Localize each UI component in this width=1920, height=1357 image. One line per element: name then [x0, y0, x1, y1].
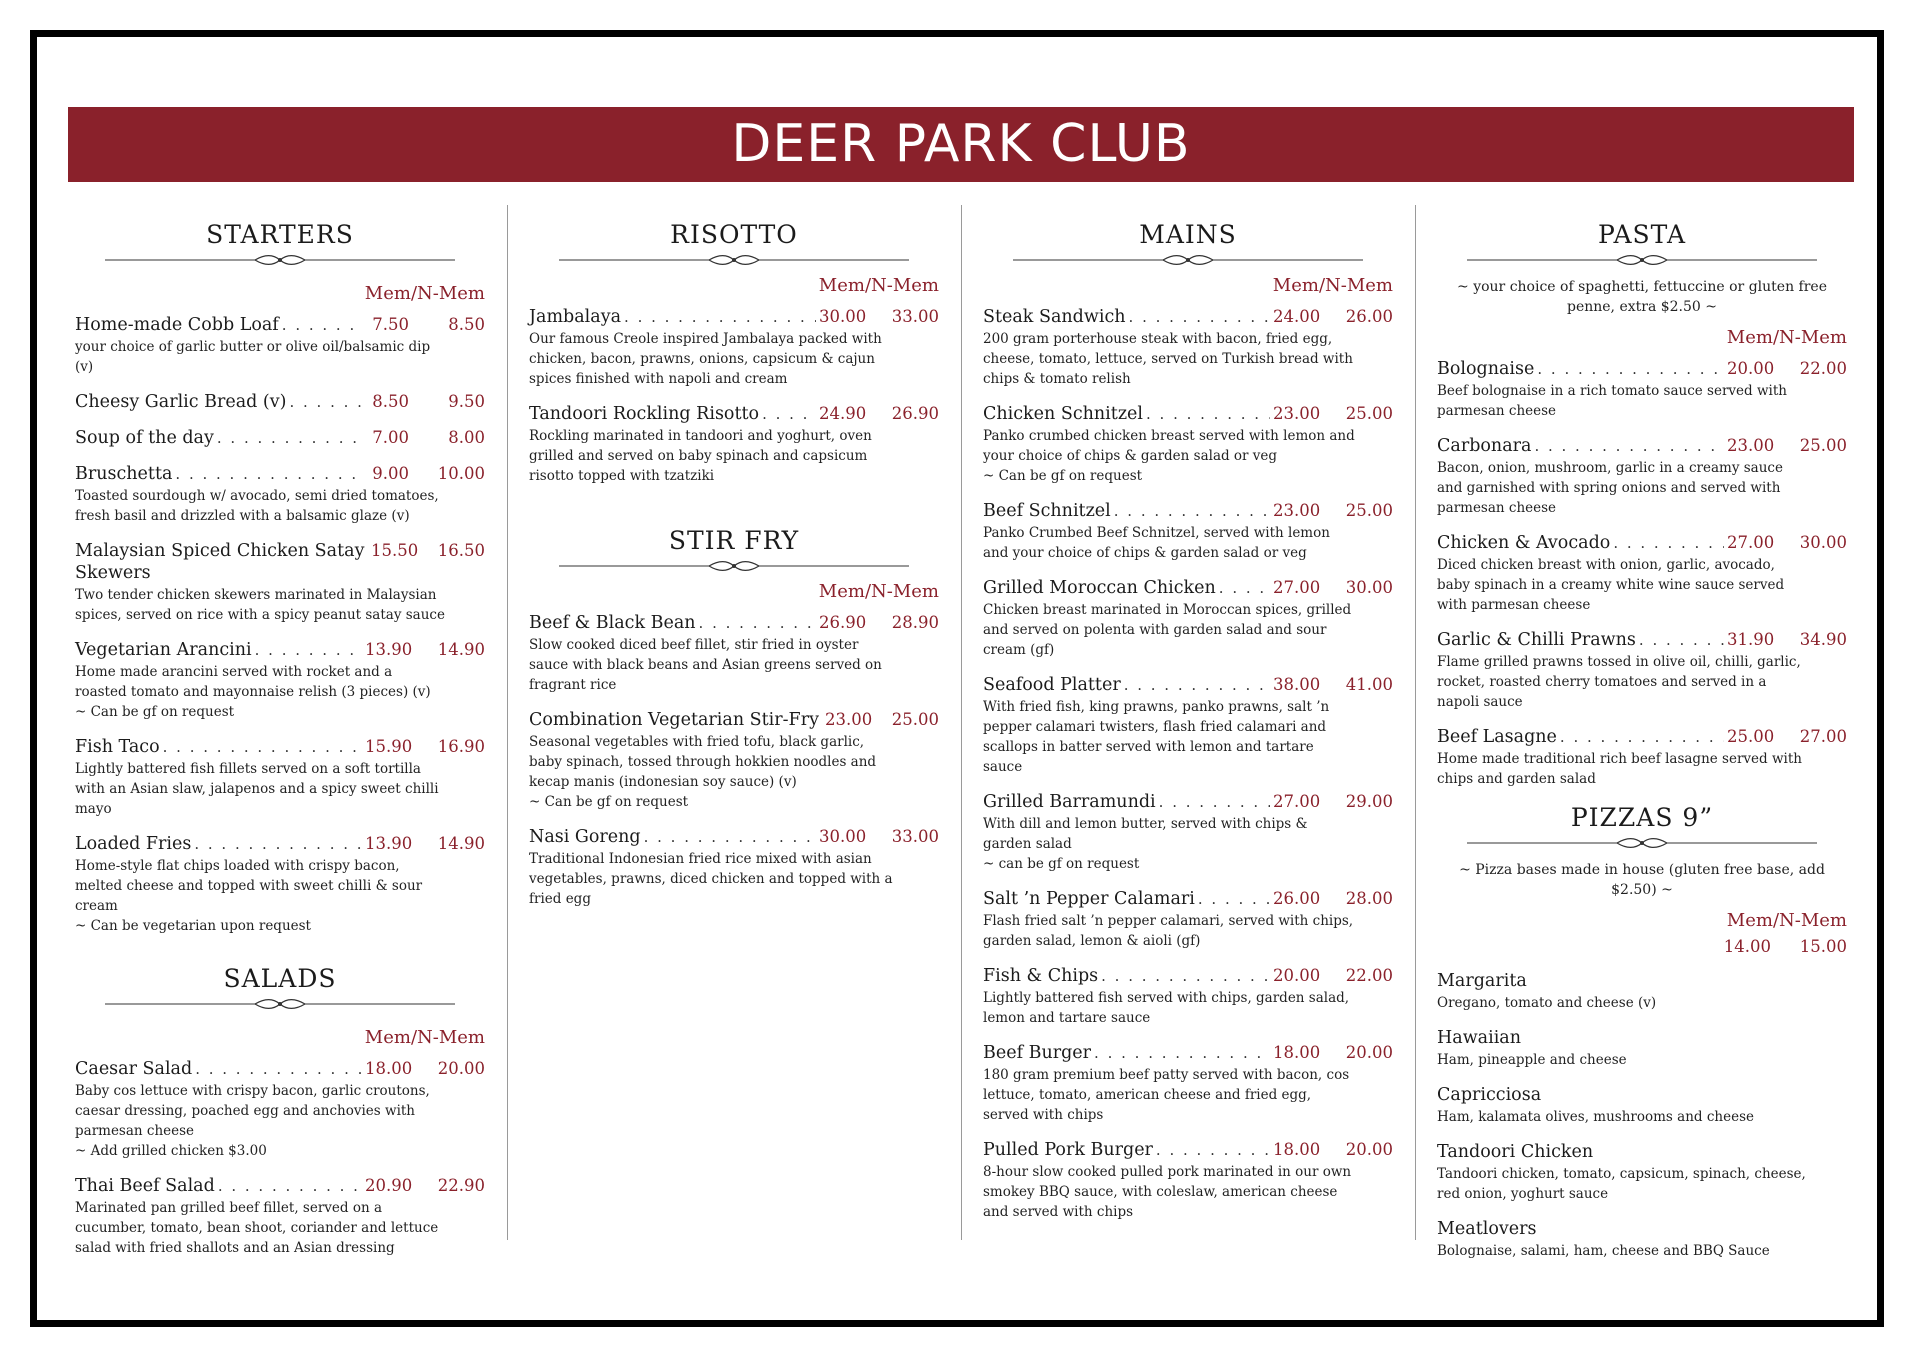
menu-item-description: Traditional Indonesian fried rice mixed with asian vegetables, prawns, diced chicken and topped with a fried egg [529, 851, 893, 907]
dot-leader [699, 612, 816, 634]
member-price: 25.00 [1727, 727, 1775, 746]
menu-item [1437, 358, 1847, 421]
item-list [1437, 358, 1847, 789]
non-member-price: 9.50 [448, 392, 485, 411]
menu-item-name: Seafood Platter [983, 675, 1121, 695]
dot-leader [1534, 435, 1724, 457]
menu-item-name: Fish & Chips [983, 966, 1099, 986]
dot-leader [282, 314, 362, 336]
menu-item [1437, 532, 1847, 615]
menu-item-name: Vegetarian Arancini [75, 640, 252, 660]
pizza-name: Capricciosa [1437, 1085, 1542, 1105]
non-member-price: 26.90 [891, 404, 939, 423]
menu-item-description: Beef bolognaise in a rich tomato sauce served with parmesan cheese [1437, 383, 1787, 419]
non-member-price: 20.00 [1345, 1043, 1393, 1062]
non-member-price: 20.00 [1345, 1140, 1393, 1159]
menu-item-description: 8-hour slow cooked pulled pork marinated in our own smokey BBQ sauce, with coleslaw, american cheese and served with chips [983, 1164, 1352, 1220]
dot-leader [644, 826, 816, 848]
non-member-price: 22.90 [437, 1176, 485, 1195]
menu-item-description: Marinated pan grilled beef fillet, served on a cucumber, tomato, bean shoot, coriander and lettuce salad with fried shallots and an Asian dressing [75, 1200, 439, 1256]
column-mains [983, 220, 1393, 1236]
non-member-price: 28.90 [891, 613, 939, 632]
non-member-price: 26.00 [1345, 307, 1393, 326]
menu-item-name: Grilled Moroccan Chicken [983, 578, 1216, 598]
menu-item-description: Flash fried salt ’n pepper calamari, served with chips, garden salad, lemon & aioli (gf) [983, 913, 1354, 949]
ornament-divider [1467, 251, 1817, 269]
mem-price-header: Mem/N-Mem [818, 275, 939, 296]
menu-item-line [1437, 358, 1847, 380]
menu-item [75, 1175, 485, 1258]
column-divider [1415, 205, 1416, 1240]
mem-price-header: Mem/N-Mem [364, 1027, 485, 1048]
section-mains [983, 220, 1393, 1222]
dot-leader [175, 463, 362, 485]
menu-item-line [983, 306, 1393, 328]
section-title: RISOTTO [670, 220, 798, 249]
section-title: SALADS [223, 964, 337, 993]
non-member-price: 33.00 [891, 827, 939, 846]
member-price: 20.90 [365, 1176, 413, 1195]
menu-item [75, 1058, 485, 1161]
menu-item-line [1437, 726, 1847, 748]
non-member-price: 8.50 [448, 315, 485, 334]
menu-item-description: Flame grilled prawns tossed in olive oil, chilli, garlic, rocket, roasted cherry tomatoes and served in a napoli sauce [1437, 654, 1801, 710]
non-member-price: 33.00 [891, 307, 939, 326]
menu-item-description: Home made arancini served with rocket and a roasted tomato and mayonnaise relish (3 pieces) (v) ~ Can be gf on request [75, 664, 431, 720]
menu-item-description: Panko crumbed chicken breast served with lemon and your choice of chips & garden salad or veg ~ Can be gf on request [983, 428, 1355, 484]
non-member-price: 14.90 [437, 834, 485, 853]
section-title: STARTERS [206, 220, 354, 249]
pizza-description: Ham, kalamata olives, mushrooms and cheese [1437, 1109, 1754, 1125]
pizza-item [1437, 1218, 1847, 1261]
menu-item-line [983, 1042, 1393, 1064]
menu-item-description: Two tender chicken skewers marinated in Malaysian spices, served on rice with a spicy peanut satay sauce [75, 587, 445, 623]
menu-item-line [75, 1058, 485, 1080]
menu-item-name: Chicken Schnitzel [983, 404, 1143, 424]
dot-leader [1159, 791, 1270, 813]
menu-item-line [1437, 1218, 1847, 1240]
menu-item-description: Chicken breast marinated in Moroccan spices, grilled and served on polenta with garden salad and sour cream (gf) [983, 602, 1352, 658]
menu-item-line [75, 736, 485, 758]
menu-item-name: Chicken & Avocado [1437, 533, 1611, 553]
non-member-price: 29.00 [1345, 792, 1393, 811]
member-price: 30.00 [819, 307, 867, 326]
member-price: 13.90 [365, 640, 413, 659]
menu-item [983, 791, 1393, 874]
menu-item [1437, 629, 1847, 712]
dot-leader [1129, 306, 1270, 328]
dot-leader [624, 306, 816, 328]
dot-leader [194, 833, 362, 855]
menu-item-name: Fish Taco [75, 737, 160, 757]
dot-leader [1146, 403, 1270, 425]
menu-item-description: Our famous Creole inspired Jambalaya packed with chicken, bacon, prawns, onions, capsicum & cajun spices finished with napoli and cream [529, 331, 882, 387]
pizza-description: Oregano, tomato and cheese (v) [1437, 995, 1657, 1011]
member-price: 24.00 [1273, 307, 1321, 326]
ornament-divider [559, 251, 909, 269]
menu-item-description: 180 gram premium beef patty served with bacon, cos lettuce, tomato, american cheese and fried egg, served with chips [983, 1067, 1350, 1123]
menu-item-description: Baby cos lettuce with crispy bacon, garlic croutons, caesar dressing, poached egg and anchovies with parmesan cheese ~ Add grilled chicken $3.00 [75, 1083, 430, 1159]
column-risotto-stirfry [529, 220, 939, 923]
member-price: 13.90 [365, 834, 413, 853]
menu-item-name: Caesar Salad [75, 1059, 193, 1079]
menu-item-line [983, 500, 1393, 522]
menu-item [529, 826, 939, 909]
pizza-prices [1437, 937, 1847, 956]
member-price: 31.90 [1727, 630, 1775, 649]
pizza-item [1437, 1084, 1847, 1127]
member-price: 15.90 [365, 737, 413, 756]
non-member-price: 25.00 [891, 710, 939, 729]
section-salads [75, 964, 485, 1258]
menu-item [983, 674, 1393, 777]
menu-item-description: Lightly battered fish served with chips, garden salad, lemon and tartare sauce [983, 990, 1350, 1026]
member-price: 8.50 [372, 392, 409, 411]
menu-item [75, 736, 485, 819]
menu-item-name: Beef & Black Bean [529, 613, 696, 633]
menu-item [75, 463, 485, 526]
non-member-price: 30.00 [1345, 578, 1393, 597]
menu-item-name: Beef Lasagne [1437, 727, 1557, 747]
menu-item-line [75, 639, 485, 661]
menu-item [983, 306, 1393, 389]
non-member-price: 16.50 [437, 541, 485, 560]
non-member-price: 22.00 [1799, 359, 1847, 378]
non-member-price: 25.00 [1345, 404, 1393, 423]
page-title: DEER PARK CLUB [68, 107, 1854, 182]
menu-item-description: Home-style flat chips loaded with crispy bacon, melted cheese and topped with sweet chilli & sour cream ~ Can be vegetarian upon request [75, 858, 423, 934]
ornament-divider [559, 557, 909, 575]
non-member-price: 25.00 [1345, 501, 1393, 520]
dot-leader [1124, 674, 1270, 696]
mem-price-header: Mem/N-Mem [818, 581, 939, 602]
non-member-price: 22.00 [1345, 966, 1393, 985]
dot-leader [1114, 500, 1270, 522]
dot-leader [1156, 1139, 1270, 1161]
pizza-description: Ham, pineapple and cheese [1437, 1052, 1627, 1068]
menu-item-line [1437, 1084, 1847, 1106]
menu-item-name: Jambalaya [529, 307, 622, 327]
menu-item [529, 306, 939, 389]
menu-item-description: Diced chicken breast with onion, garlic, avocado, baby spinach in a creamy white wine sauce served with parmesan cheese [1437, 557, 1785, 613]
menu-item [75, 391, 485, 413]
menu-item-description: Panko Crumbed Beef Schnitzel, served with lemon and your choice of chips & garden salad or veg [983, 525, 1330, 561]
menu-item-description: Bacon, onion, mushroom, garlic in a creamy sauce and garnished with spring onions and served with parmesan cheese [1437, 460, 1783, 516]
member-price: 30.00 [819, 827, 867, 846]
member-price: 20.00 [1273, 966, 1321, 985]
menu-item-line [529, 403, 939, 425]
menu-item-line [983, 965, 1393, 987]
menu-item-name: Steak Sandwich [983, 307, 1126, 327]
member-price: 26.00 [1273, 889, 1321, 908]
dot-leader [255, 639, 362, 661]
non-member-price: 14.90 [437, 640, 485, 659]
dot-leader [1560, 726, 1724, 748]
menu-item [983, 1139, 1393, 1222]
dot-leader [1613, 532, 1724, 554]
menu-item-line [983, 791, 1393, 813]
menu-item [75, 427, 485, 449]
non-member-price: 10.00 [437, 464, 485, 483]
menu-item [983, 500, 1393, 563]
non-member-price: 34.90 [1799, 630, 1847, 649]
menu-item [983, 888, 1393, 951]
member-price: 7.50 [372, 315, 409, 334]
menu-item-name: Thai Beef Salad [75, 1176, 215, 1196]
menu-item-description: With fried fish, king prawns, panko prawns, salt ’n pepper calamari twisters, flash fried calamari and scallops in batter served with lemon and tartare sauce [983, 699, 1330, 775]
menu-item-line [1437, 1141, 1847, 1163]
dot-leader [1639, 629, 1724, 651]
menu-item-description: Rockling marinated in tandoori and yoghurt, oven grilled and served on baby spinach and capsicum risotto topped with tzatziki [529, 428, 872, 484]
menu-item-name: Nasi Goreng [529, 827, 641, 847]
menu-item-name: Tandoori Rockling Risotto [529, 404, 760, 424]
dot-leader [762, 403, 816, 425]
menu-item [75, 833, 485, 936]
section-title: PIZZAS 9” [1570, 803, 1714, 832]
member-price: 7.00 [372, 428, 409, 447]
column-pasta-pizzas [1437, 220, 1847, 1275]
menu-item [1437, 435, 1847, 518]
menu-item-line [1437, 970, 1847, 992]
item-list [983, 306, 1393, 1222]
menu-item-line [1437, 435, 1847, 457]
item-list [529, 306, 939, 486]
non-member-price: 25.00 [1799, 436, 1847, 455]
pizza-mem-price: 14.00 [1723, 937, 1771, 956]
pizza-list [1437, 970, 1847, 1261]
menu-item-name: Garlic & Chilli Prawns [1437, 630, 1636, 650]
menu-item-description: Lightly battered fish fillets served on a soft tortilla with an Asian slaw, jalapenos and a spicy sweet chilli mayo [75, 761, 439, 817]
pizza-item [1437, 970, 1847, 1013]
dot-leader [218, 1175, 362, 1197]
menu-item [75, 639, 485, 722]
dot-leader [1094, 1042, 1270, 1064]
menu-item-name: Bolognaise [1437, 359, 1535, 379]
menu-item-name: Pulled Pork Burger [983, 1140, 1153, 1160]
section-pasta [1437, 220, 1847, 789]
non-member-price: 20.00 [437, 1059, 485, 1078]
menu-item [529, 709, 939, 812]
item-list [75, 1058, 485, 1258]
non-member-price: 28.00 [1345, 889, 1393, 908]
dot-leader [1219, 577, 1270, 599]
ornament-divider [1013, 251, 1363, 269]
menu-item-description: With dill and lemon butter, served with chips & garden salad ~ can be gf on request [983, 816, 1308, 872]
section-title: PASTA [1597, 220, 1687, 249]
mem-price-header: Mem/N-Mem [364, 283, 485, 304]
menu-item [75, 314, 485, 377]
non-member-price: 8.00 [448, 428, 485, 447]
menu-item-line [983, 403, 1393, 425]
dot-leader [1101, 965, 1270, 987]
menu-item-line [75, 463, 485, 485]
menu-item-line [75, 427, 485, 449]
menu-item-name: Salt ’n Pepper Calamari [983, 889, 1195, 909]
menu-item-line [983, 888, 1393, 910]
menu-item-name: Soup of the day [75, 428, 214, 448]
pizza-description: Tandoori chicken, tomato, capsicum, spinach, cheese, red onion, yoghurt sauce [1437, 1166, 1806, 1202]
member-price: 15.50 [371, 541, 419, 560]
dot-leader [163, 736, 362, 758]
column-divider [507, 205, 508, 1240]
ornament-divider [105, 995, 455, 1013]
pizza-nonmem-price: 15.00 [1799, 937, 1847, 956]
member-price: 18.00 [1273, 1140, 1321, 1159]
mem-price-header: Mem/N-Mem [1726, 910, 1847, 931]
section-risotto [529, 220, 939, 486]
menu-item-line [983, 577, 1393, 599]
member-price: 23.00 [1273, 404, 1321, 423]
menu-item-description: your choice of garlic butter or olive oil/balsamic dip (v) [75, 339, 431, 375]
dot-leader [1198, 888, 1270, 910]
member-price: 20.00 [1727, 359, 1775, 378]
menu-item-line [529, 826, 939, 848]
member-price: 23.00 [1727, 436, 1775, 455]
menu-item [529, 403, 939, 486]
section-title: MAINS [1139, 220, 1237, 249]
menu-item-line [1437, 629, 1847, 651]
member-price: 18.00 [365, 1059, 413, 1078]
menu-item-line [1437, 532, 1847, 554]
member-price: 27.00 [1273, 792, 1321, 811]
menu-item-line [1437, 1027, 1847, 1049]
menu-item-description: Toasted sourdough w/ avocado, semi dried tomatoes, fresh basil and drizzled with a balsamic glaze (v) [75, 488, 439, 524]
column-starters-salads [75, 220, 485, 1272]
menu-item [75, 540, 485, 625]
menu-item-line [75, 833, 485, 855]
menu-item [983, 1042, 1393, 1125]
pizza-item [1437, 1027, 1847, 1070]
menu-item [983, 577, 1393, 660]
menu-item [983, 403, 1393, 486]
item-list [529, 612, 939, 909]
pizza-name: Meatlovers [1437, 1219, 1537, 1239]
menu-item-line [529, 612, 939, 634]
dot-leader [217, 427, 362, 449]
menu-item [1437, 726, 1847, 789]
menu-item-name: Loaded Fries [75, 834, 192, 854]
item-list [75, 314, 485, 936]
non-member-price: 41.00 [1345, 675, 1393, 694]
pizza-intro: ~ Pizza bases made in house (gluten free base, add $2.50) ~ [1459, 862, 1825, 898]
column-divider [961, 205, 962, 1240]
member-price: 18.00 [1273, 1043, 1321, 1062]
menu-item-name: Home-made Cobb Loaf [75, 315, 279, 335]
member-price: 38.00 [1273, 675, 1321, 694]
section-title: STIR FRY [668, 526, 800, 555]
menu-item-name: Cheesy Garlic Bread (v) [75, 392, 287, 412]
menu-item-name: Beef Burger [983, 1043, 1092, 1063]
menu-item-line [75, 391, 485, 413]
menu-item-name: Bruschetta [75, 464, 173, 484]
pizza-name: Margarita [1437, 971, 1527, 991]
ornament-divider [1467, 834, 1817, 852]
menu-item-line [75, 540, 485, 584]
dot-leader [289, 391, 362, 413]
menu-item-line [75, 314, 485, 336]
pizza-name: Tandoori Chicken [1437, 1142, 1594, 1162]
dot-leader [1537, 358, 1724, 380]
menu-item-line [983, 1139, 1393, 1161]
member-price: 27.00 [1727, 533, 1775, 552]
pizza-item [1437, 1141, 1847, 1204]
section-starters [75, 220, 485, 936]
member-price: 27.00 [1273, 578, 1321, 597]
section-stir-fry [529, 526, 939, 909]
mem-price-header: Mem/N-Mem [1726, 327, 1847, 348]
member-price: 24.90 [819, 404, 867, 423]
menu-item-name: Malaysian Spiced Chicken Satay Skewers [75, 541, 365, 583]
ornament-divider [105, 251, 455, 269]
menu-item [529, 612, 939, 695]
menu-item-name: Combination Vegetarian Stir-Fry [529, 710, 819, 730]
menu-item-name: Beef Schnitzel [983, 501, 1111, 521]
member-price: 23.00 [824, 710, 873, 729]
menu-item-line [75, 1175, 485, 1197]
non-member-price: 16.90 [437, 737, 485, 756]
menu-item-description: 200 gram porterhouse steak with bacon, fried egg, cheese, tomato, lettuce, served on Turkish bread with chips & tomato relish [983, 331, 1353, 387]
menu-item-line [529, 306, 939, 328]
menu-item-name: Carbonara [1437, 436, 1532, 456]
mem-price-header: Mem/N-Mem [1272, 275, 1393, 296]
section-pizzas [1437, 803, 1847, 1261]
dot-leader [195, 1058, 362, 1080]
menu-item-description: Seasonal vegetables with fried tofu, black garlic, baby spinach, tossed through hokkien noodles and kecap manis (indonesian soy sauce) (v) ~ Can be gf on request [529, 734, 877, 810]
member-price: 23.00 [1273, 501, 1321, 520]
pasta-intro: ~ your choice of spaghetti, fettuccine or gluten free penne, extra $2.50 ~ [1457, 279, 1827, 315]
non-member-price: 30.00 [1799, 533, 1847, 552]
pizza-name: Hawaiian [1437, 1028, 1522, 1048]
member-price: 9.00 [372, 464, 409, 483]
pizza-description: Bolognaise, salami, ham, cheese and BBQ Sauce [1437, 1243, 1770, 1259]
non-member-price: 27.00 [1799, 727, 1847, 746]
menu-item-name: Grilled Barramundi [983, 792, 1156, 812]
member-price: 26.90 [819, 613, 867, 632]
menu-item-line [529, 709, 939, 731]
menu-item [983, 965, 1393, 1028]
menu-item-description: Home made traditional rich beef lasagne served with chips and garden salad [1437, 751, 1802, 787]
menu-item-description: Slow cooked diced beef fillet, stir fried in oyster sauce with black beans and Asian greens served on fragrant rice [529, 637, 882, 693]
menu-item-line [983, 674, 1393, 696]
